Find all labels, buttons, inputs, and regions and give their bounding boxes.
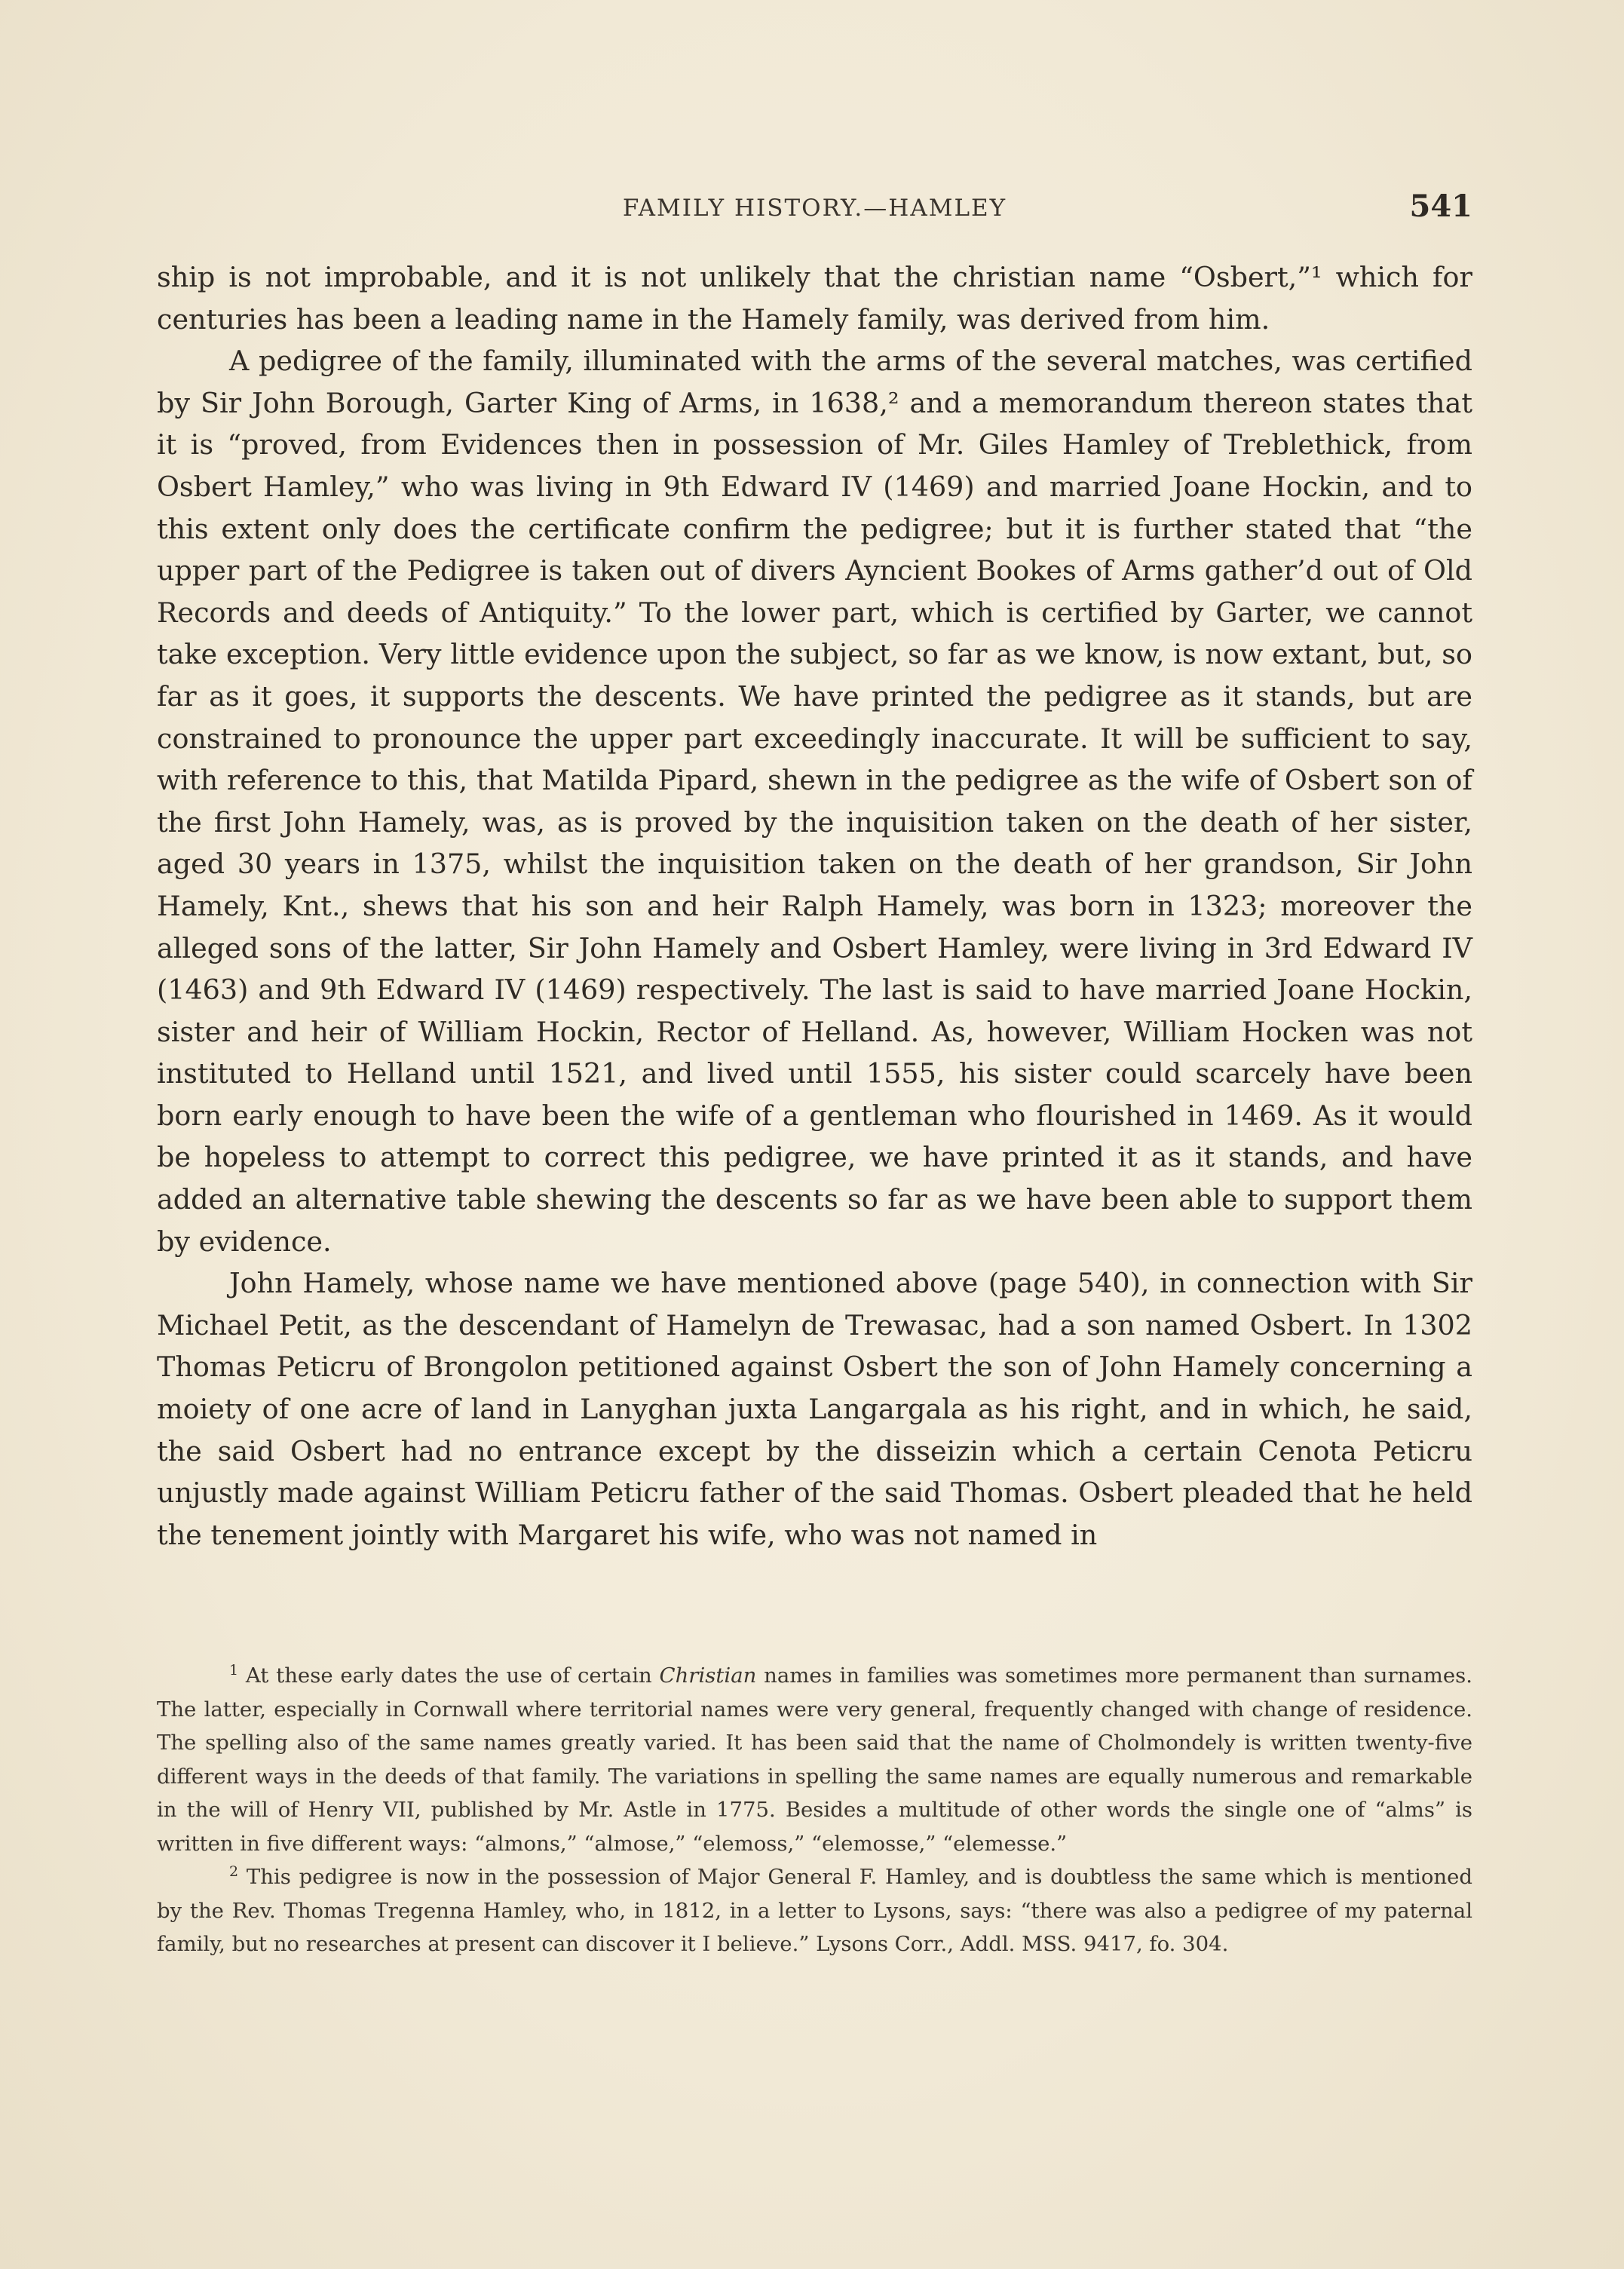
- footnote-1-text-a: At these early dates the use of certain: [245, 1663, 652, 1688]
- footnote-1: [157, 1659, 1472, 1860]
- footnote-2: [157, 1860, 1472, 1961]
- footnotes: [157, 1659, 1472, 1961]
- body-text: [157, 256, 1472, 1556]
- running-head: FAMILY HISTORY.—HAMLEY: [622, 195, 1007, 222]
- paragraph-2: A pedigree of the family, illuminated with the arms of the several matches, was certified by Sir John Borough, Garter King of Arms, in 1638,² and a memorandum thereon states that it is “proved, from Evidences then in possession of Mr. Giles Hamley of Treblethick, from Osbert Hamley,” who was living in 9th Edward IV (1469) and married Joane Hockin, and to this extent only does the certificate confirm the pedigree; but it is further stated that “the upper part of the Pedigree is taken out of divers Ayncient Bookes of Arms gather’d out of Old Records and deeds of Antiquity.” To the lower part, which is certified by Garter, we cannot take exception. Very little evidence upon the subject, so far as we know, is now extant, but, so far as it goes, it supports the descents. We have printed the pedigree as it stands, but are constrained to pronounce the upper part exceedingly inaccurate. It will be sufficient to say, with reference to this, that Matilda Pipard, shewn in the pedigree as the wife of Osbert son of the first John Hamely, was, as is proved by the inquisition taken on the death of her sister, aged 30 years in 1375, whilst the inquisition taken on the death of her grandson, Sir John Hamely, Knt., shews that his son and heir Ralph Hamely, was born in 1323; moreover the alleged sons of the latter, Sir John Hamely and Osbert Hamley, were living in 3rd Edward IV (1463) and 9th Edward IV (1469) respectively. The last is said to have married Joane Hockin, sister and heir of William Hockin, Rector of Helland. As, however, William Hocken was not instituted to Helland until 1521, and lived until 1555, his sister could scarcely have been born early enough to have been the wife of a gentleman who flourished in 1469. As it would be hopeless to attempt to correct this pedigree, we have printed it as it stands, and have added an alternative table shewing the descents so far as we have been able to support them by evidence.: [157, 345, 1472, 1258]
- footnote-1-italic: Christian: [659, 1663, 757, 1688]
- page-header: [157, 189, 1472, 234]
- paragraph-3: John Hamely, whose name we have mentioned above (page 540), in connection with Sir Michael Petit, as the descendant of Hamelyn de Trewasac, had a son named Osbert. In 1302 Thomas Peticru of Brongolon petitioned against Osbert the son of John Hamely concerning a moiety of one acre of land in Lanyghan juxta Langargala as his right, and in which, he said, the said Osbert had no entrance except by the disseizin which a certain Cenota Peticru unjustly made against William Peticru father of the said Thomas. Osbert pleaded that he held the tenement jointly with Margaret his wife, who was not named in: [157, 1267, 1472, 1551]
- footnote-2-text: This pedigree is now in the possession of Major General F. Hamley, and is doubtless the same which is mentioned by the Rev. Thomas Tregenna Hamley, who, in 1812, in a letter to Lysons, says: “there was also a pedigree of my paternal family, but no researches at present can discover it I believe.” Lysons Corr., Addl. MSS. 9417, fo. 304.: [157, 1865, 1472, 1956]
- footnote-2-mark: 2: [229, 1863, 239, 1880]
- footnote-1-text-b: names in families was sometimes more permanent than surnames. The latter, especially in Cornwall where territorial names were very general, frequently changed with change of residence. The spelling also of the same names greatly varied. It has been said that the name of Cholmondely is written twenty-five different ways in the deeds of that family. The variations in spelling the same names are equally numerous and remarkable in the will of Henry VII, published by Mr. Astle in 1775. Besides a multitude of other words the single one of “alms” is written in five different ways: “almons,” “almose,” “elemoss,” “elemosse,” “elemesse.”: [157, 1663, 1472, 1856]
- page-number: 541: [1409, 189, 1472, 224]
- footnote-1-mark: 1: [229, 1661, 239, 1679]
- paragraph-1: ship is not improbable, and it is not unlikely that the christian name “Osbert,”¹ which for centuries has been a leading name in the Hamely family, was derived from him.: [157, 261, 1472, 336]
